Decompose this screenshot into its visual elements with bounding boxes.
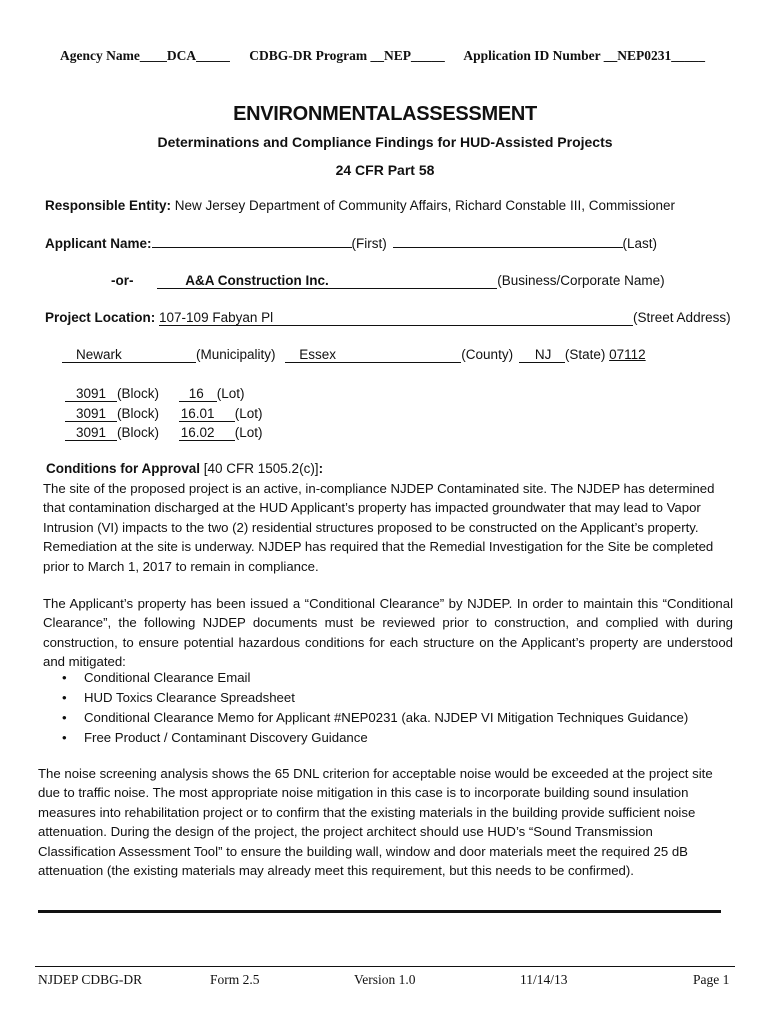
street-address-field: 107-109 Fabyan Pl	[159, 310, 633, 326]
footer-org: NJDEP CDBG-DR	[38, 972, 143, 987]
block-number: 3091	[65, 386, 117, 402]
agency-name: Agency Name____DCA_____	[60, 48, 230, 63]
cfr-reference: 24 CFR Part 58	[335, 162, 435, 178]
municipality-caption: (Municipality)	[196, 347, 276, 362]
state-field: NJ	[519, 347, 565, 363]
responsible-entity-row	[45, 198, 675, 213]
list-item: • Conditional Clearance Email	[52, 668, 742, 688]
conditions-heading	[46, 461, 323, 476]
list-item: • HUD Toxics Clearance Spreadsheet	[52, 688, 742, 708]
lot-number: 16.01	[179, 406, 235, 422]
footer-form: Form 2.5	[210, 972, 260, 987]
list-item: • Conditional Clearance Memo for Applicant #NEP0231 (aka. NJDEP VI Mitigation Techniques Guidance)	[52, 708, 742, 728]
footer-page-number: Page 1	[693, 972, 730, 987]
lot-number: 16	[179, 386, 217, 402]
first-name-field	[152, 235, 352, 248]
program-name: CDBG-DR Program __NEP_____	[249, 48, 445, 63]
or-label: -or-	[111, 273, 134, 288]
responsible-entity-label: Responsible Entity:	[45, 198, 172, 213]
conditions-label: Conditions for Approval	[46, 461, 200, 476]
business-row	[111, 273, 665, 289]
conditions-colon: :	[318, 461, 324, 476]
block-caption: (Block)	[117, 386, 160, 401]
lot-caption: (Lot)	[234, 425, 263, 440]
project-location-row	[45, 310, 731, 326]
document-header	[60, 48, 721, 64]
section-divider	[38, 910, 721, 913]
applicant-name-label: Applicant Name:	[45, 236, 152, 251]
noise-paragraph: The noise screening analysis shows the 65 DNL criterion for acceptable noise would be exceeded at the project site due to traffic noise. The most appropriate noise mitigation in this case is to incorporate building sound insulation measures into rehabilitation project or to confirm that the existing materials in the building provide sufficient noise attenuation. During the design of the project, the project architect should use HUD’s “Sound Transmission Classification Assessment Tool” to ensure the building wall, window and door materials meet the required 25 dB attenuation (the existing materials may already meet this requirement, but this needs to be confirmed).	[38, 766, 713, 879]
footer-rule	[35, 966, 735, 967]
parcel-row	[65, 423, 263, 443]
parcel-list	[65, 384, 263, 443]
street-address-caption: (Street Address)	[633, 310, 731, 325]
conditions-citation: [40 CFR 1505.2(c)]	[203, 461, 319, 476]
project-location-label: Project Location:	[45, 310, 156, 325]
municipality-row	[62, 347, 646, 363]
block-caption: (Block)	[117, 425, 160, 440]
application-id: Application ID Number __NEP0231_____	[463, 48, 706, 63]
municipality-field: Newark	[62, 347, 196, 363]
parcel-row	[65, 384, 263, 404]
county-field: Essex	[285, 347, 461, 363]
responsible-entity-value: New Jersey Department of Community Affairs, Richard Constable III, Commissioner	[174, 198, 675, 213]
footer-version: Version 1.0	[354, 972, 416, 987]
lot-caption: (Lot)	[216, 386, 245, 401]
block-caption: (Block)	[117, 405, 160, 421]
last-name-caption: (Last)	[622, 236, 658, 251]
block-number: 3091	[65, 425, 117, 441]
block-number: 3091	[65, 406, 117, 422]
county-caption: (County)	[461, 347, 514, 362]
conditions-paragraph-1: The site of the proposed project is an active, in-compliance NJDEP Contaminated site. The NJDEP has determined that contamination discharged at the HUD Applicant’s property has impacted groundwater that may lead to Vapor Intrusion (VI) impacts to the two (2) residential structures proposed to be constructed on the Applicant’s property. Remediation at the site is underway. NJDEP has required that the Remedial Investigation for the Site be completed prior to March 1, 2017 to remain in compliance.	[43, 481, 715, 574]
applicant-name-row	[45, 235, 657, 251]
parcel-row	[65, 404, 263, 424]
footer-date: 11/14/13	[520, 972, 568, 987]
first-name-caption: (First)	[351, 236, 387, 251]
conditions-paragraph-2: The Applicant’s property has been issued a “Conditional Clearance” by NJDEP. In order to maintain this “Conditional Clearance”, the following NJDEP documents must be reviewed prior to construction, and complied with during construction, to ensure potential hazardous conditions for each structure on the Applicant’s property are understood and mitigated:	[43, 596, 733, 670]
business-name-field: A&A Construction Inc.	[157, 273, 497, 289]
document-title: ENVIRONMENTALASSESSMENT	[233, 103, 537, 125]
state-caption: (State)	[564, 347, 606, 362]
lot-number: 16.02	[179, 425, 235, 441]
required-documents-list	[52, 668, 742, 748]
lot-caption: (Lot)	[234, 405, 263, 421]
last-name-field	[393, 235, 623, 248]
zip-code: 07112	[609, 347, 646, 362]
list-item: • Free Product / Contaminant Discovery Guidance	[52, 728, 742, 748]
business-name-caption: (Business/Corporate Name)	[497, 273, 665, 288]
document-subtitle: Determinations and Compliance Findings for HUD-Assisted Projects	[157, 134, 613, 150]
